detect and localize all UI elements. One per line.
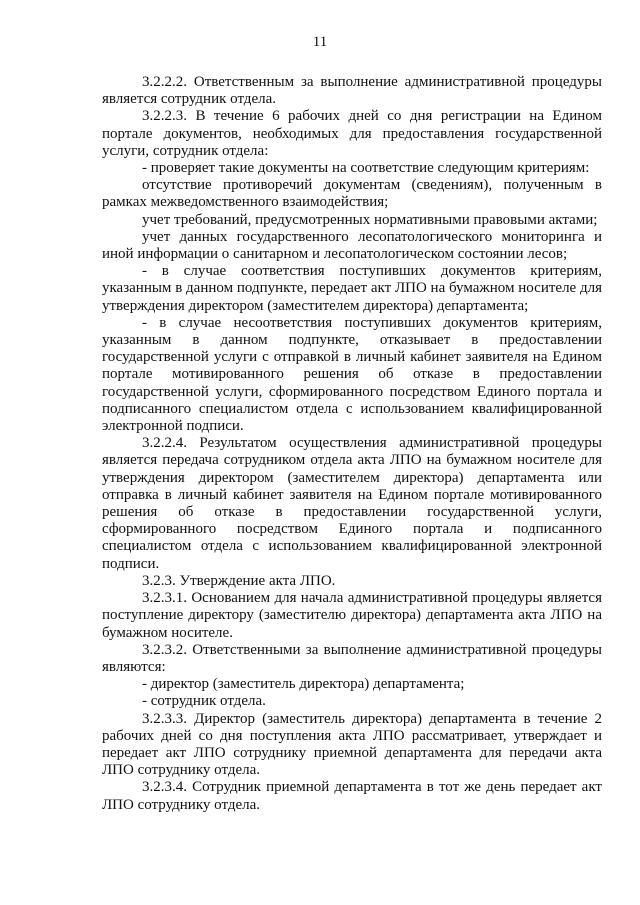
paragraph-3-2-2-4: 3.2.2.4. Результатом осуществления административной процедуры является передача сотрудником отдела акта ЛПО на бумажном носителе для утверждения директором (заместителем директора) департамента или отправка в личный кабинет заявителя на Едином портале мотивированного решения об отказе в предоставлении государственной услуги, сформированного посредством Единого портала и подписанного специалистом отдела с использованием квалифицированной электронной подписи. — [102, 435, 602, 572]
paragraph-3-2-2-2: 3.2.2.2. Ответственным за выполнение административной процедуры является сотрудник отдела. — [102, 74, 602, 108]
list-item-department-employee: - сотрудник отдела. — [142, 693, 266, 710]
section-heading-3-2-3: 3.2.3. Утверждение акта ЛПО. — [142, 572, 336, 589]
paragraph-3-2-3-3: 3.2.3.3. Директор (заместитель директора) департамента в течение 2 рабочих дней со дня поступления акта ЛПО рассматривает, утверждает и передает акт ЛПО сотруднику приемной департамента для передачи акта ЛПО сотруднику отдела. — [102, 710, 602, 779]
document-body — [102, 74, 602, 814]
list-item-director: - директор (заместитель директора) департамента; — [142, 676, 465, 693]
list-item-check-documents: - проверяет такие документы на соответствие следующим критериям: — [142, 160, 590, 177]
criterion-no-contradictions: отсутствие противоречий документам (сведениям), полученным в рамках межведомственного взаимодействия; — [102, 177, 602, 211]
paragraph-3-2-3-4: 3.2.3.4. Сотрудник приемной департамента в тот же день передает акт ЛПО сотруднику отдела. — [102, 779, 602, 813]
criterion-regulatory-requirements: учет требований, предусмотренных нормативными правовыми актами; — [142, 211, 598, 228]
paragraph-3-2-3-2: 3.2.3.2. Ответственными за выполнение административной процедуры являются: — [102, 641, 602, 675]
page-number: 11 — [312, 34, 328, 50]
list-item-noncompliance-case: - в случае несоответствия поступивших документов критериям, указанным в данном подпункте, отказывает в предоставлении государственной услуги с отправкой в личный кабинет заявителя на Едином портале мотивированного решения об отказе в предоставлении государственной услуги, сформированного посредством Единого портала и подписанного специалистом отдела с использованием квалифицированной электронной подписи. — [102, 314, 602, 435]
paragraph-3-2-2-3: 3.2.2.3. В течение 6 рабочих дней со дня регистрации на Едином портале документов, необходимых для предоставления государственной услуги, сотрудник отдела: — [102, 108, 602, 159]
list-item-compliance-case: - в случае соответствия поступивших документов критериям, указанным в данном подпункте, передает акт ЛПО на бумажном носителе для утверждения директором (заместителем директора) департамента; — [102, 263, 602, 314]
paragraph-3-2-3-1: 3.2.3.1. Основанием для начала административной процедуры является поступление директору (заместителю директора) департамента акта ЛПО на бумажном носителе. — [102, 590, 602, 641]
criterion-monitoring-data: учет данных государственного лесопатологического мониторинга и иной информации о санитарном и лесопатологическом состоянии лесов; — [102, 228, 602, 263]
